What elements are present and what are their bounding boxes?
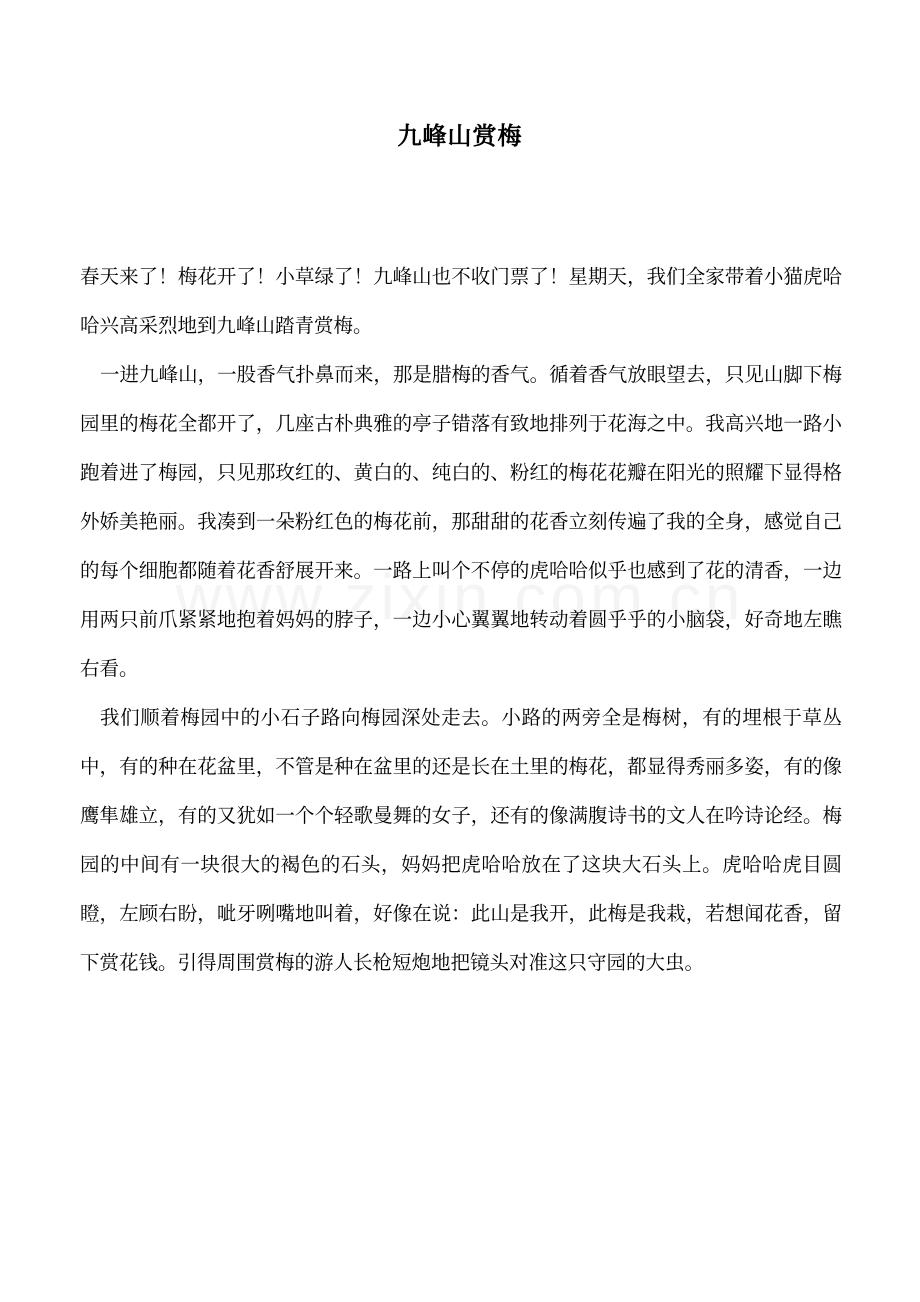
document-body: [80, 252, 842, 987]
paragraph-1: 春天来了！梅花开了！小草绿了！九峰山也不收门票了！星期天，我们全家带着小猫虎哈哈兴高采烈地到九峰山踏青赏梅。: [80, 265, 842, 337]
document-title: 九峰山赏梅: [397, 122, 523, 150]
paragraph-2: 一进九峰山，一股香气扑鼻而来，那是腊梅的香气。循着香气放眼望去，只见山脚下梅园里的梅花全都开了，几座古朴典雅的亭子错落有致地排列于花海之中。我高兴地一路小跑着进了梅园，只见那玫红的、黄白的、纯白的、粉红的梅花花瓣在阳光的照耀下显得格外娇美艳丽。我凑到一朵粉红色的梅花前，那甜甜的花香立刻传遍了我的全身，感觉自己的每个细胞都随着花香舒展开来。一路上叫个不停的虎哈哈似乎也感到了花的清香，一边用两只前爪紧紧地抱着妈妈的脖子，一边小心翼翼地转动着圆乎乎的小脑袋，好奇地左瞧右看。: [80, 363, 842, 680]
paragraph-3: 我们顺着梅园中的小石子路向梅园深处走去。小路的两旁全是梅树，有的埋根于草丛中，有的种在花盆里，不管是种在盆里的还是长在土里的梅花，都显得秀丽多姿，有的像鹰隼雄立，有的又犹如一个个轻歌曼舞的女子，还有的像满腹诗书的文人在吟诗论经。梅园的中间有一块很大的褐色的石头，妈妈把虎哈哈放在了这块大石头上。虎哈哈虎目圆瞪，左顾右盼，呲牙咧嘴地叫着，好像在说：此山是我开，此梅是我栽，若想闻花香，留下赏花钱。引得周围赏梅的游人长枪短炮地把镜头对准这只守园的大虫。: [80, 706, 842, 974]
